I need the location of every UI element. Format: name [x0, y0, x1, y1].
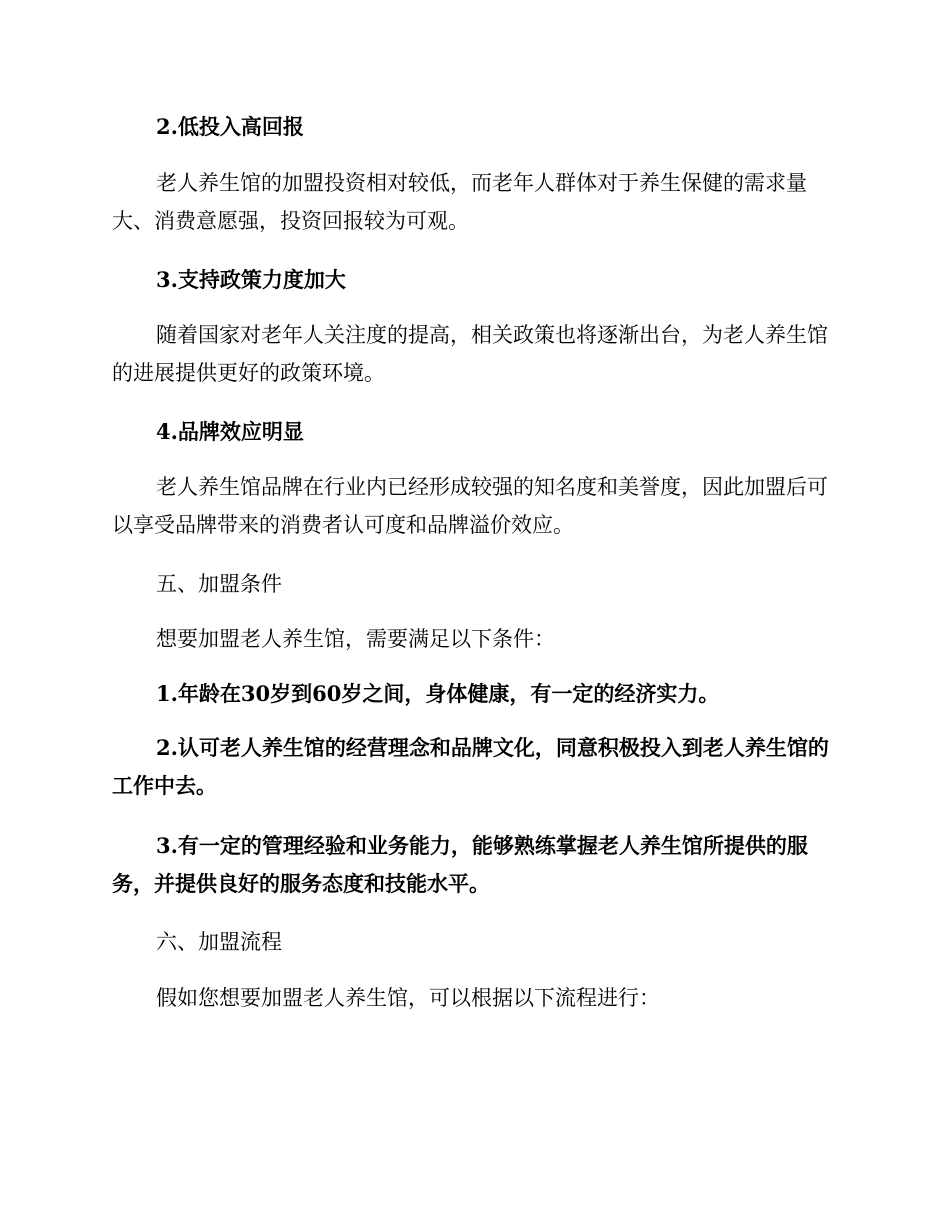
- condition-item-2: 2.认可老人养生馆的经营理念和品牌文化，同意积极投入到老人养生馆的工作中去。: [112, 735, 829, 798]
- section-heading-process: 六、加盟流程: [156, 930, 282, 954]
- heading-low-investment: 2.低投入高回报: [156, 114, 304, 139]
- section-heading-conditions: 五、加盟条件: [156, 572, 282, 596]
- paragraph-conditions-intro: 想要加盟老人养生馆，需要满足以下条件：: [156, 627, 555, 651]
- paragraph-low-investment: 老人养生馆的加盟投资相对较低，而老年人群体对于养生保健的需求量大、消费意愿强，投资回报较为可观。: [112, 171, 807, 233]
- paragraph-process-intro: 假如您想要加盟老人养生馆，可以根据以下流程进行：: [156, 986, 660, 1010]
- heading-brand-effect: 4.品牌效应明显: [156, 419, 304, 444]
- paragraph-brand-effect: 老人养生馆品牌在行业内已经形成较强的知名度和美誉度，因此加盟后可以享受品牌带来的消费者认可度和品牌溢价效应。: [112, 475, 828, 537]
- heading-policy-support: 3.支持政策力度加大: [156, 267, 346, 292]
- condition-item-1: 1.年龄在30岁到60岁之间，身体健康，有一定的经济实力。: [156, 681, 720, 706]
- paragraph-policy-support: 随着国家对老年人关注度的提高，相关政策也将逐渐出台，为老人养生馆的进展提供更好的政策环境。: [112, 323, 828, 385]
- condition-item-3: 3.有一定的管理经验和业务能力，能够熟练掌握老人养生馆所提供的服务，并提供良好的服务态度和技能水平。: [112, 833, 808, 896]
